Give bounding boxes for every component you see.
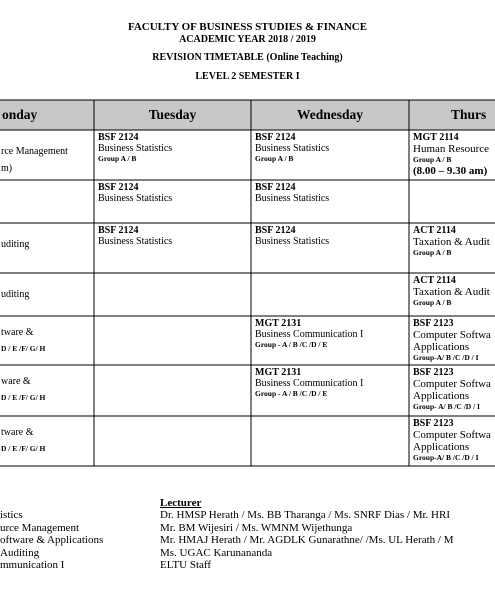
group-label: Group A / B	[413, 248, 452, 257]
timetable-title: REVISION TIMETABLE (Online Teaching)	[152, 52, 343, 63]
thu-cell	[413, 275, 493, 308]
monday-cell	[1, 225, 93, 250]
lecturer-name: Dr. HMSP Herath / Ms. BB Tharanga / Ms. SNRF Dias / Mr. HRI	[160, 509, 450, 521]
lecturer-name: Mr. BM Wijesiri / Ms. WMNM Wijethunga	[160, 521, 353, 534]
course-name: Business Statistics	[98, 143, 173, 154]
course-code: BSF 2124	[255, 225, 296, 236]
course-name: Business Statistics	[255, 193, 330, 204]
course-code: MGT 2114	[413, 132, 459, 143]
course-code: MGT 2131	[255, 318, 302, 329]
course-name: Computer Softwa	[413, 329, 491, 341]
group-label: Group-A/ B /C /D / I	[413, 453, 479, 462]
course-name-cont: Applications	[413, 441, 470, 453]
course-name-cont: Applications	[413, 390, 470, 402]
course-name: Human Resource	[413, 143, 490, 155]
cell-text: ware &	[1, 376, 31, 387]
thu-cell	[413, 225, 493, 258]
cell-text: tware &	[1, 427, 34, 438]
monday-cell	[1, 318, 93, 354]
monday-cell	[1, 132, 93, 174]
course-name: Business Statistics	[98, 193, 173, 204]
cell-text: tware &	[1, 327, 34, 338]
lecturer-name: Mr. HMAJ Herath / Mr. AGDLK Gunarathne/ /Ms. UL Herath / M	[160, 534, 454, 546]
faculty-title: FACULTY OF BUSINESS STUDIES & FINANCE	[127, 21, 368, 33]
course-code: ACT 2114	[413, 275, 456, 286]
day-header-thursday: Thurs	[451, 107, 487, 122]
wed-cell	[255, 367, 407, 399]
monday-cell	[1, 418, 93, 454]
thu-cell	[413, 367, 493, 412]
cell-text: uditing	[1, 239, 30, 250]
thu-cell	[413, 132, 493, 177]
lecturer-table	[0, 495, 495, 600]
cell-text: rce Management	[1, 146, 68, 157]
course-name: Business Statistics	[255, 143, 330, 154]
course-code: BSF 2123	[413, 318, 454, 329]
level-semester: LEVEL 2 SEMESTER I	[195, 71, 300, 82]
monday-cell	[1, 367, 93, 403]
course-name: Business Statistics	[98, 236, 173, 247]
time-slot: (8.00 – 9.30 am)	[413, 165, 488, 177]
course-name: Business Statistics	[255, 236, 330, 247]
lecturer-subject: urce Management	[0, 521, 80, 534]
group-label: Group- A/ B /C /D / I	[413, 402, 480, 411]
day-header-wednesday: Wednesday	[296, 107, 364, 122]
course-name: Taxation & Audit	[413, 286, 490, 298]
lecturer-name: Ms. UGAC Karunananda	[160, 546, 273, 559]
course-name: Taxation & Audit	[413, 236, 490, 248]
group-label: Group A / B	[255, 154, 294, 163]
group-label: Group - A / B /C /D / E	[255, 340, 328, 349]
course-name: Computer Softwa	[413, 378, 491, 390]
cell-group: D / E /F/ G/ H	[1, 344, 46, 353]
lecturer-subject: oftware & Applications	[0, 534, 104, 546]
day-header-tuesday: Tuesday	[148, 107, 197, 122]
course-code: MGT 2131	[255, 367, 302, 378]
group-label: Group A / B	[98, 154, 137, 163]
day-header-monday: onday	[2, 107, 38, 122]
course-code: BSF 2124	[98, 132, 139, 143]
group-label: Group - A / B /C /D / E	[255, 389, 328, 398]
cell-text: uditing	[1, 289, 30, 300]
group-label: Group-A/ B /C /D / I	[413, 353, 479, 362]
lecturer-subject: istics	[0, 509, 23, 521]
lecturer-subject: mmunication I	[0, 559, 65, 571]
cell-text: m)	[1, 163, 13, 174]
course-name-cont: Applications	[413, 341, 470, 353]
course-code: BSF 2123	[413, 367, 454, 378]
wed-cell	[255, 318, 407, 350]
tue-cell	[98, 182, 249, 204]
cell-group: D / E /F/ G/ H	[1, 393, 46, 402]
monday-cell	[1, 275, 93, 300]
wed-cell	[255, 132, 407, 164]
course-code: ACT 2114	[413, 225, 456, 236]
course-code: BSF 2124	[255, 182, 296, 193]
course-code: BSF 2124	[255, 132, 296, 143]
course-name: Computer Softwa	[413, 429, 491, 441]
thu-cell	[413, 318, 493, 363]
wed-cell	[255, 225, 407, 247]
lecturer-subject: Auditing	[0, 546, 40, 559]
tue-cell	[98, 132, 249, 164]
group-label: Group A / B	[413, 155, 452, 164]
lecturer-heading: Lecturer	[160, 497, 202, 509]
group-label: Group A / B	[413, 298, 452, 307]
thu-cell	[413, 418, 493, 463]
course-name: Business Communication I	[255, 329, 364, 340]
course-code: BSF 2124	[98, 225, 139, 236]
wed-cell	[255, 182, 407, 204]
cell-group: D / E /F/ G/ H	[1, 444, 46, 453]
course-name: Business Communication I	[255, 378, 364, 389]
tue-cell	[98, 225, 249, 247]
course-code: BSF 2124	[98, 182, 139, 193]
course-code: BSF 2123	[413, 418, 454, 429]
lecturer-name: ELTU Staff	[160, 559, 212, 571]
academic-year: ACADEMIC YEAR 2018 / 2019	[179, 34, 316, 45]
